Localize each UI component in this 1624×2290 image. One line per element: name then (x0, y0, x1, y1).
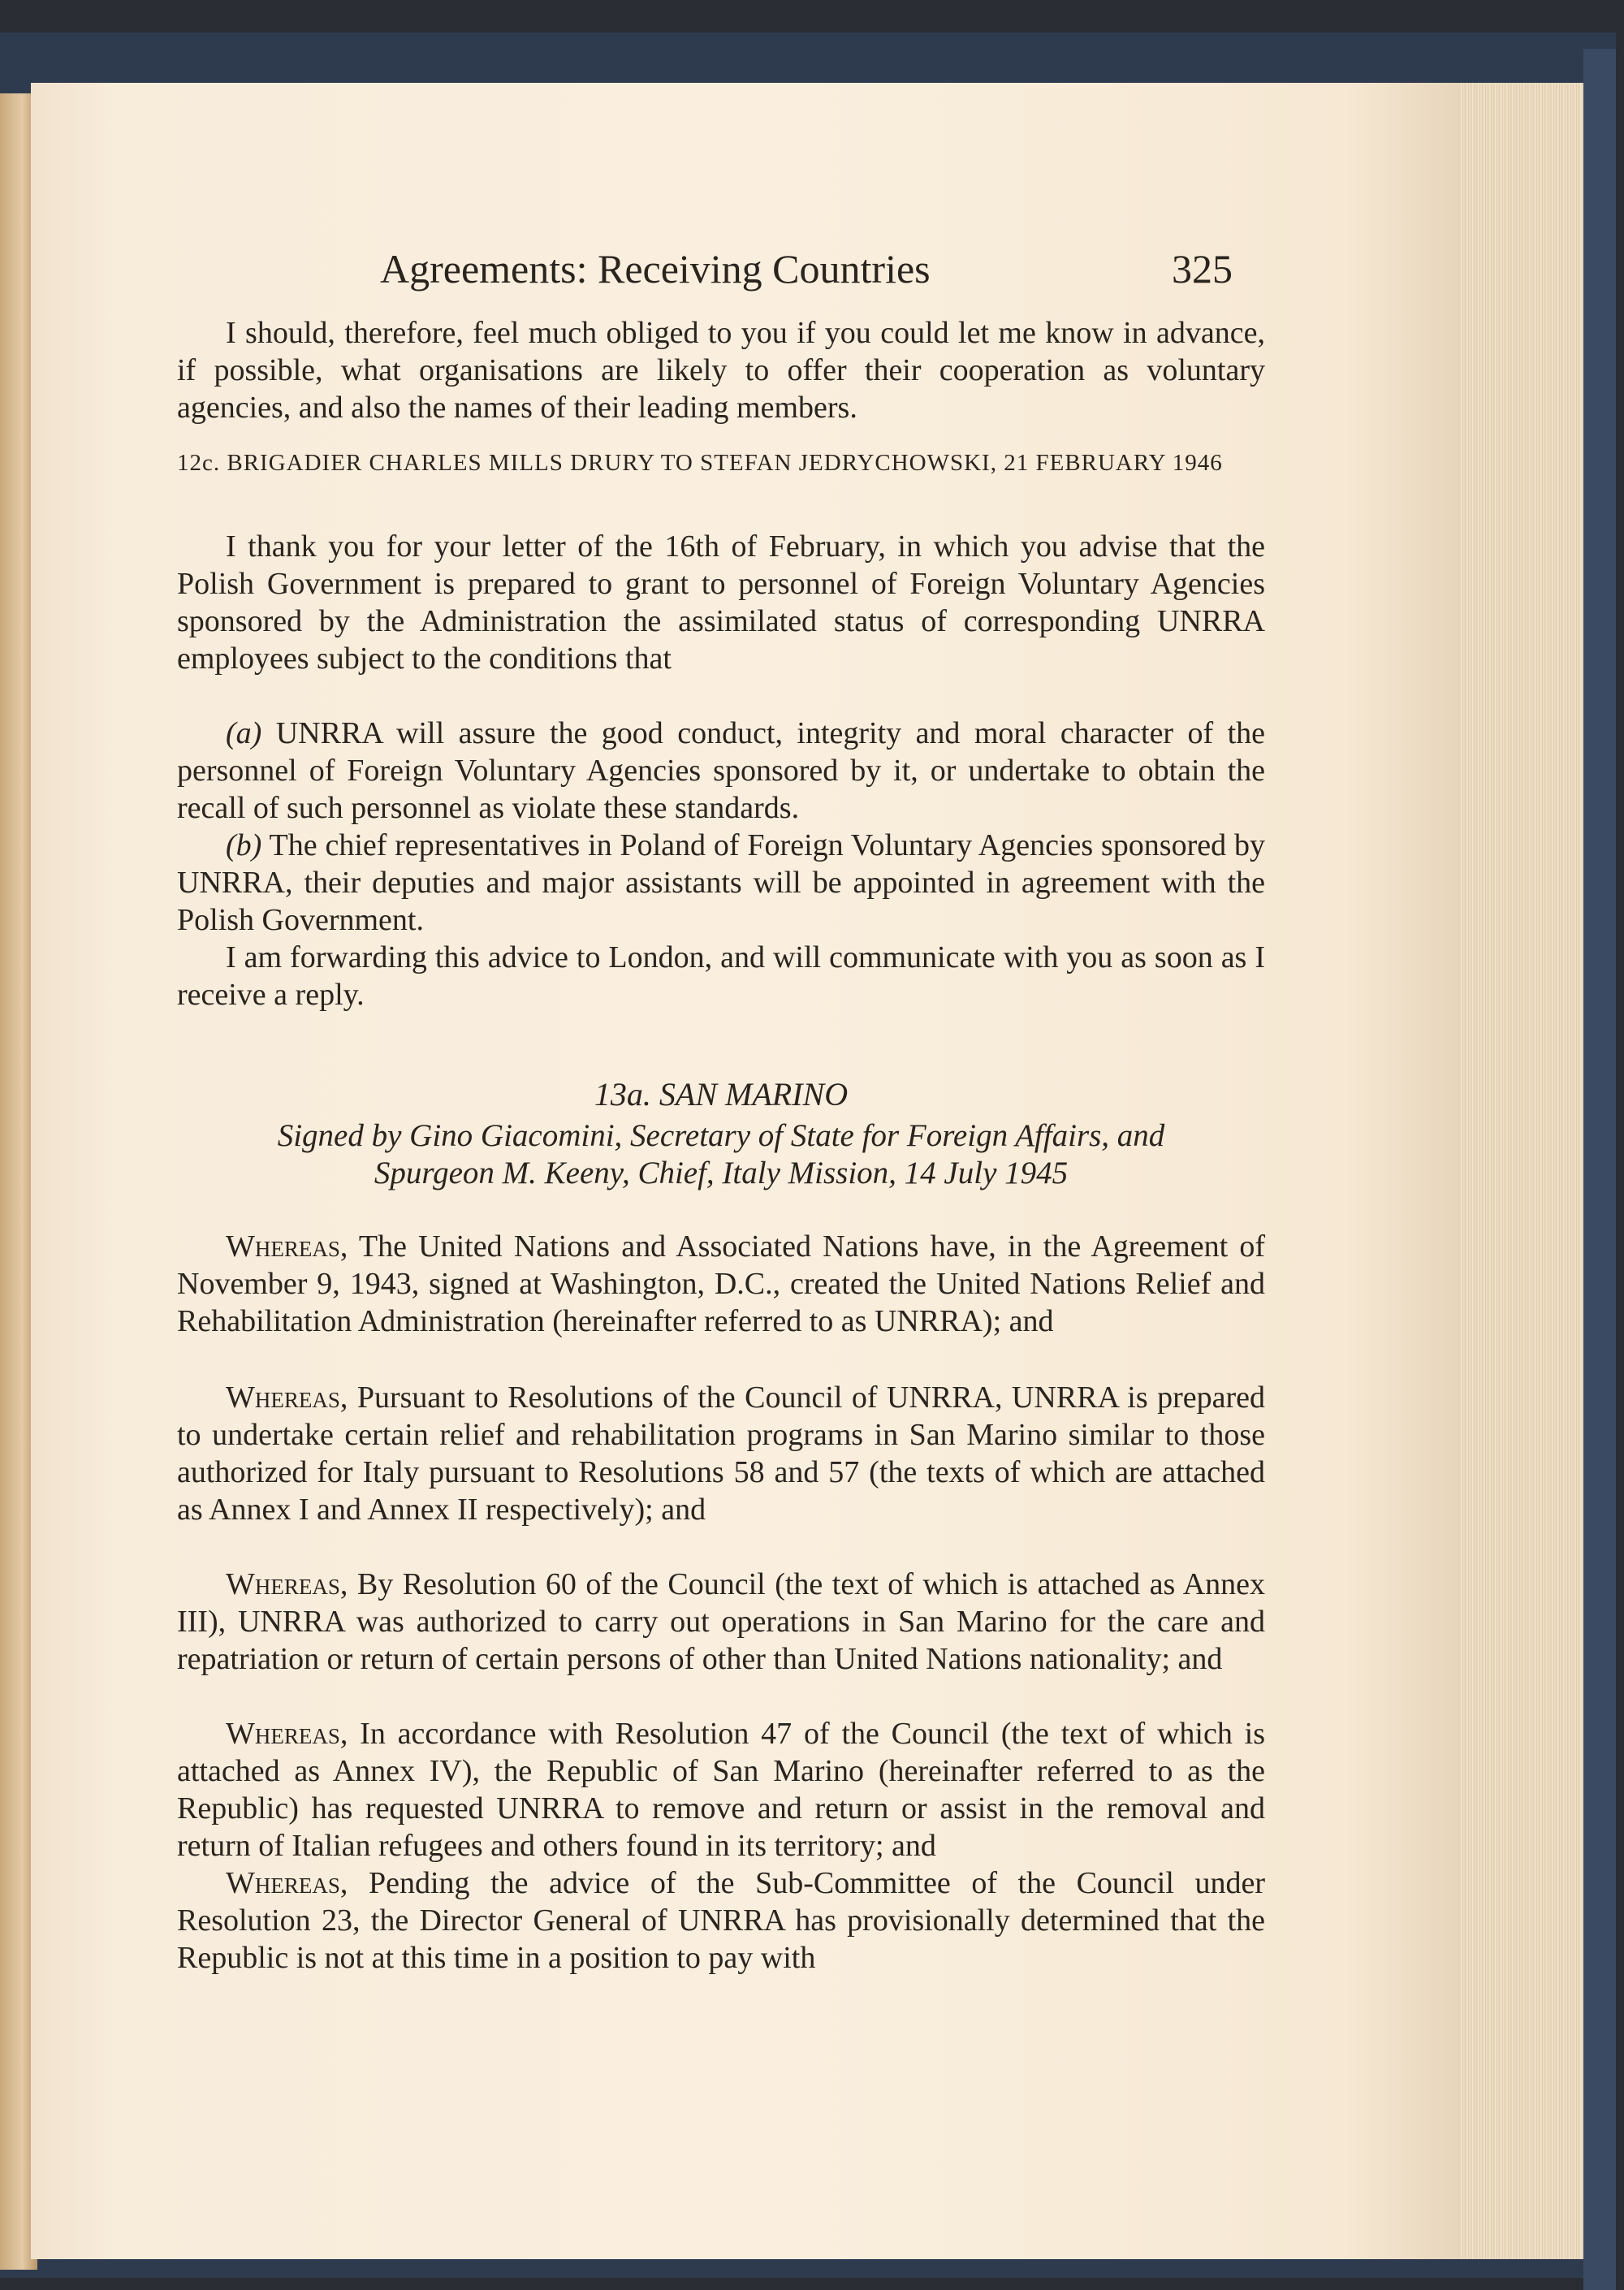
whereas-clause (177, 1566, 1265, 1678)
whereas-word: Whereas, (226, 1866, 348, 1900)
page-number: 325 (1172, 246, 1233, 292)
signed-line-1: Signed by Gino Giacomini, Secretary of State for Foreign Affairs, and (277, 1118, 1165, 1153)
document-12c-paragraph-2: I am forwarding this advice to London, and will communicate with you as soon as I receive a reply. (177, 940, 1265, 1012)
whereas-word: Whereas, (226, 1567, 348, 1601)
condition-b-text: The chief representatives in Poland of Foreign Voluntary Agencies sponsored by UNRRA, their deputies and major assistants will be appointed in agreement with the Polish Government. (177, 828, 1265, 937)
condition-a-label: (a) (226, 716, 262, 750)
condition-b-label: (b) (226, 828, 262, 862)
document-12c-paragraph-1: I thank you for your letter of the 16th of February, in which you advise that the Polish Government is prepared to grant to personnel of Foreign Voluntary Agencies sponsored by the Administration the assimilated status of corresponding UNRRA employees subject to the conditions that (177, 529, 1265, 676)
section-13a-title: 13a. SAN MARINO (594, 1076, 849, 1113)
whereas-clause-text: Pending the advice of the Sub-Committee of the Council under Resolution 23, the Director General of UNRRA has provisionally determined that the Republic is not at this time in a position to pay with (177, 1866, 1265, 1975)
whereas-word: Whereas, (226, 1380, 348, 1415)
page-content (31, 83, 1460, 2259)
whereas-clause-text: By Resolution 60 of the Council (the text of which is attached as Annex III), UNRRA was authorized to carry out operations in San Marino for the care and repatriation or return of certain persons of other than United Nations nationality; and (177, 1567, 1265, 1676)
running-title: Agreements: Receiving Countries (380, 246, 931, 292)
whereas-clause-text: The United Nations and Associated Nations have, in the Agreement of November 9, 1943, signed at Washington, D.C., created the United Nations Relief and Rehabilitation Administration (hereinafter referred to as UNRRA); and (177, 1229, 1265, 1338)
whereas-clause (177, 1715, 1265, 1864)
whereas-word: Whereas, (226, 1717, 348, 1751)
book-cover-edge (1583, 49, 1616, 2290)
running-head (380, 245, 1233, 302)
opening-paragraph: I should, therefore, feel much obliged to you if you could let me know in advance, if possible, what organisations are likely to offer their cooperation as voluntary agencies, and also the names of their leading members. (177, 316, 1265, 425)
document-12c-heading: 12c. BRIGADIER CHARLES MILLS DRURY TO STEFAN JEDRYCHOWSKI, 21 FEBRUARY 1946 (177, 450, 1223, 476)
whereas-clause-text: Pursuant to Resolutions of the Council of UNRRA, UNRRA is prepared to undertake certain relief and rehabilitation programs in San Marino similar to those authorized for Italy pursuant to Resolutions 58 and 57 (the texts of which are attached as Annex I and Annex II respectively); and (177, 1380, 1265, 1527)
condition-a (177, 715, 1265, 827)
condition-a-text: UNRRA will assure the good conduct, integrity and moral character of the personnel of Foreign Voluntary Agencies sponsored by it, or undertake to obtain the recall of such personnel as violate these standards. (177, 716, 1265, 825)
signed-line-2: Spurgeon M. Keeny, Chief, Italy Mission, 14 July 1945 (374, 1156, 1069, 1190)
whereas-clause (177, 1379, 1265, 1528)
whereas-clause-text: In accordance with Resolution 47 of the Council (the text of which is attached as Annex IV), the Republic of San Marino (hereinafter referred to as the Republic) has requested UNRRA to remove and return or assist in the removal and return of Italian refugees and others found in its territory; and (177, 1717, 1265, 1863)
book-page (31, 83, 1460, 2259)
book (0, 32, 1616, 2278)
whereas-word: Whereas, (226, 1229, 348, 1264)
whereas-clause (177, 1228, 1265, 1340)
condition-b (177, 827, 1265, 939)
whereas-clause (177, 1864, 1265, 1977)
